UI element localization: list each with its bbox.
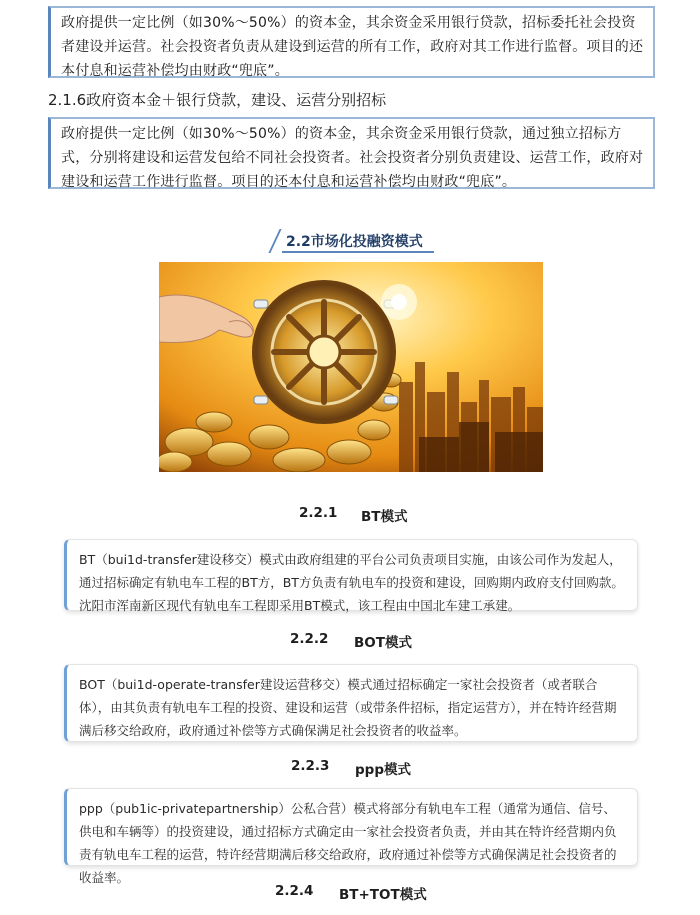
subheading-2-2-2 [290, 631, 450, 651]
card-ppp-mode: ppp（pub1ic-privatepartnership）公私合营）模式将部分有轨电车工程（通常为通信、信号、供电和车辆等）的投资建设，通过招标方式确定由一家社会投资者负责，并由其在特许经营期内负责有轨电车工程的运营，特许经营期满后移交给政府，政府通过补偿等方式确保满足社会投资者的收益率。 [64, 788, 638, 866]
finance-vault-illustration [159, 262, 543, 472]
subheading-name: BT+TOT模式 [339, 887, 427, 903]
card-bot-mode: BOT（bui1d-operate-transfer建设运营移交）模式通过招标确定一家社会投资者（或者联合体），由其负责有轨电车工程的投资、建设和运营（或带条件招标，指定运营方），并在特许经营期满后移交给政府，政府通过补偿等方式确保满足社会投资者的收益率。 [64, 664, 638, 742]
subheading-number: 2.2.3 [291, 758, 330, 774]
title-underline [282, 251, 434, 253]
subheading-name: BT模式 [361, 509, 408, 525]
card-bt-mode: BT（bui1d-transfer建设移交）模式由政府组建的平台公司负责项目实施，由该公司作为发起人，通过招标确定有轨电车工程的BT方，BT方负责有轨电车的投资和建设，回购期内政府支付回购款。沈阳市浑南新区现代有轨电车工程即采用BT模式，该工程由中国北车建工承建。 [64, 539, 638, 611]
title-slash-decoration [268, 229, 281, 253]
subheading-2-2-4 [275, 883, 455, 903]
subheading-name: BOT模式 [354, 635, 412, 651]
text-box-2-1-6: 政府提供一定比例（如30%～50%）的资本金，其余资金采用银行贷款，通过独立招标方式，分别将建设和运营发包给不同社会投资者。社会投资者分别负责建设、运营工作，政府对建设和运营工作进行监督。项目的还本付息和运营补偿均由财政“兜底”。 [48, 117, 655, 189]
subheading-2-2-1 [299, 505, 439, 525]
subheading-number: 2.2.2 [290, 631, 329, 647]
section-title-2-2 [268, 227, 438, 253]
subheading-number: 2.2.4 [275, 883, 314, 899]
subheading-name: ppp模式 [355, 762, 411, 778]
heading-2-1-6: 2.1.6政府资本金＋银行贷款，建设、运营分别招标 [48, 91, 387, 109]
text-box-top: 政府提供一定比例（如30%～50%）的资本金，其余资金采用银行贷款，招标委托社会投资者建设并运营。社会投资者负责从建设到运营的所有工作，政府对其工作进行监督。项目的还本付息和运营补偿均由财政“兜底”。 [48, 6, 655, 78]
subheading-number: 2.2.1 [299, 505, 338, 521]
section-title-text: 2.2市场化投融资模式 [286, 234, 423, 250]
finance-vault-photo [159, 262, 543, 472]
subheading-2-2-3 [291, 758, 451, 778]
